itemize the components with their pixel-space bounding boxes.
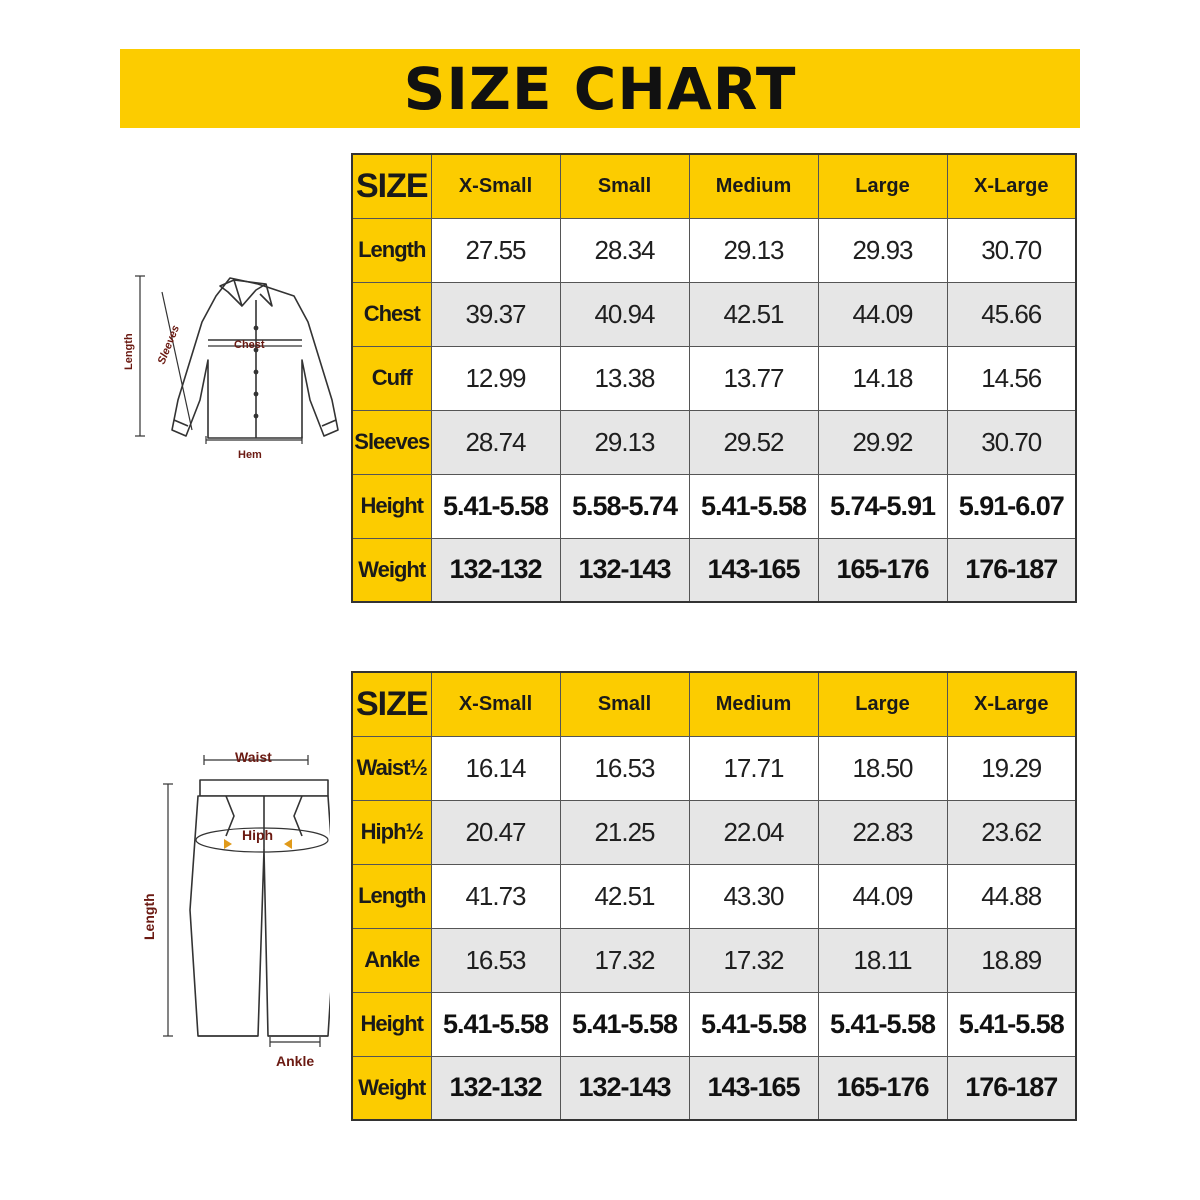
table-row (352, 1056, 1076, 1120)
table-cell: 28.34 (560, 218, 689, 282)
table-cell: 5.41-5.58 (947, 992, 1076, 1056)
length-label: Length (123, 333, 135, 370)
table-cell: 30.70 (947, 410, 1076, 474)
row-label: Height (352, 992, 431, 1056)
size-column-header: Small (560, 672, 689, 736)
table-cell: 44.09 (818, 282, 947, 346)
table-cell: 30.70 (947, 218, 1076, 282)
table-cell: 18.89 (947, 928, 1076, 992)
table-cell: 20.47 (431, 800, 560, 864)
table-row (352, 800, 1076, 864)
size-column-header: Large (818, 154, 947, 218)
ankle-label: Ankle (276, 1053, 315, 1069)
table-row (352, 410, 1076, 474)
table-cell: 5.41-5.58 (818, 992, 947, 1056)
table-cell: 16.14 (431, 736, 560, 800)
size-column-header: Large (818, 672, 947, 736)
table-cell: 45.66 (947, 282, 1076, 346)
table-cell: 18.11 (818, 928, 947, 992)
table-cell: 165-176 (818, 538, 947, 602)
table-cell: 16.53 (560, 736, 689, 800)
table-cell: 19.29 (947, 736, 1076, 800)
size-column-header: Small (560, 154, 689, 218)
table-cell: 22.04 (689, 800, 818, 864)
table-cell: 29.92 (818, 410, 947, 474)
row-label: Length (352, 218, 431, 282)
table-cell: 29.13 (560, 410, 689, 474)
table-cell: 41.73 (431, 864, 560, 928)
pants-header-row (352, 672, 1076, 736)
table-row (352, 992, 1076, 1056)
table-cell: 132-132 (431, 538, 560, 602)
table-row (352, 864, 1076, 928)
table-cell: 132-132 (431, 1056, 560, 1120)
table-cell: 132-143 (560, 538, 689, 602)
row-label: Hiph½ (352, 800, 431, 864)
row-label: Chest (352, 282, 431, 346)
table-row (352, 538, 1076, 602)
table-cell: 14.18 (818, 346, 947, 410)
table-cell: 13.38 (560, 346, 689, 410)
chest-label: Chest (234, 339, 265, 351)
table-cell: 5.41-5.58 (689, 992, 818, 1056)
shirt-size-table (351, 153, 1077, 603)
size-column-header: Medium (689, 672, 818, 736)
table-cell: 28.74 (431, 410, 560, 474)
table-cell: 29.13 (689, 218, 818, 282)
table-cell: 39.37 (431, 282, 560, 346)
size-header-cell: SIZE (352, 154, 431, 218)
pants-diagram-icon (130, 740, 330, 1080)
table-cell: 14.56 (947, 346, 1076, 410)
table-cell: 29.93 (818, 218, 947, 282)
table-row (352, 282, 1076, 346)
table-cell: 23.62 (947, 800, 1076, 864)
table-cell: 5.41-5.58 (431, 992, 560, 1056)
table-cell: 42.51 (560, 864, 689, 928)
table-row (352, 736, 1076, 800)
row-label: Waist½ (352, 736, 431, 800)
table-cell: 27.55 (431, 218, 560, 282)
table-cell: 43.30 (689, 864, 818, 928)
row-label: Length (352, 864, 431, 928)
size-column-header: Medium (689, 154, 818, 218)
size-chart-banner (120, 49, 1080, 128)
table-cell: 132-143 (560, 1056, 689, 1120)
table-cell: 165-176 (818, 1056, 947, 1120)
table-cell: 17.71 (689, 736, 818, 800)
pants-size-table (351, 671, 1077, 1121)
table-cell: 5.41-5.58 (560, 992, 689, 1056)
row-label: Height (352, 474, 431, 538)
table-cell: 21.25 (560, 800, 689, 864)
shirt-diagram-icon (110, 260, 350, 470)
sleeves-label: Sleeves (155, 323, 183, 367)
row-label: Weight (352, 1056, 431, 1120)
row-label: Ankle (352, 928, 431, 992)
table-cell: 17.32 (689, 928, 818, 992)
size-column-header: X-Small (431, 672, 560, 736)
table-row (352, 218, 1076, 282)
table-cell: 176-187 (947, 1056, 1076, 1120)
table-row (352, 474, 1076, 538)
row-label: Sleeves (352, 410, 431, 474)
table-cell: 44.09 (818, 864, 947, 928)
table-cell: 17.32 (560, 928, 689, 992)
table-cell: 29.52 (689, 410, 818, 474)
shirt-header-row (352, 154, 1076, 218)
table-cell: 5.74-5.91 (818, 474, 947, 538)
table-cell: 143-165 (689, 538, 818, 602)
table-row (352, 928, 1076, 992)
size-column-header: X-Large (947, 154, 1076, 218)
table-cell: 12.99 (431, 346, 560, 410)
size-column-header: X-Large (947, 672, 1076, 736)
table-cell: 40.94 (560, 282, 689, 346)
table-cell: 5.91-6.07 (947, 474, 1076, 538)
row-label: Weight (352, 538, 431, 602)
hem-label: Hem (238, 449, 262, 461)
table-cell: 42.51 (689, 282, 818, 346)
table-cell: 176-187 (947, 538, 1076, 602)
size-column-header: X-Small (431, 154, 560, 218)
table-cell: 16.53 (431, 928, 560, 992)
table-cell: 22.83 (818, 800, 947, 864)
table-cell: 5.41-5.58 (689, 474, 818, 538)
table-cell: 143-165 (689, 1056, 818, 1120)
size-header-cell: SIZE (352, 672, 431, 736)
page-title: SIZE CHART (403, 54, 797, 123)
table-cell: 44.88 (947, 864, 1076, 928)
length-label: Length (141, 893, 157, 940)
table-cell: 13.77 (689, 346, 818, 410)
row-label: Cuff (352, 346, 431, 410)
table-cell: 18.50 (818, 736, 947, 800)
table-cell: 5.41-5.58 (431, 474, 560, 538)
waist-label: Waist (235, 749, 272, 765)
table-cell: 5.58-5.74 (560, 474, 689, 538)
table-row (352, 346, 1076, 410)
hip-label: Hiph (242, 827, 274, 843)
